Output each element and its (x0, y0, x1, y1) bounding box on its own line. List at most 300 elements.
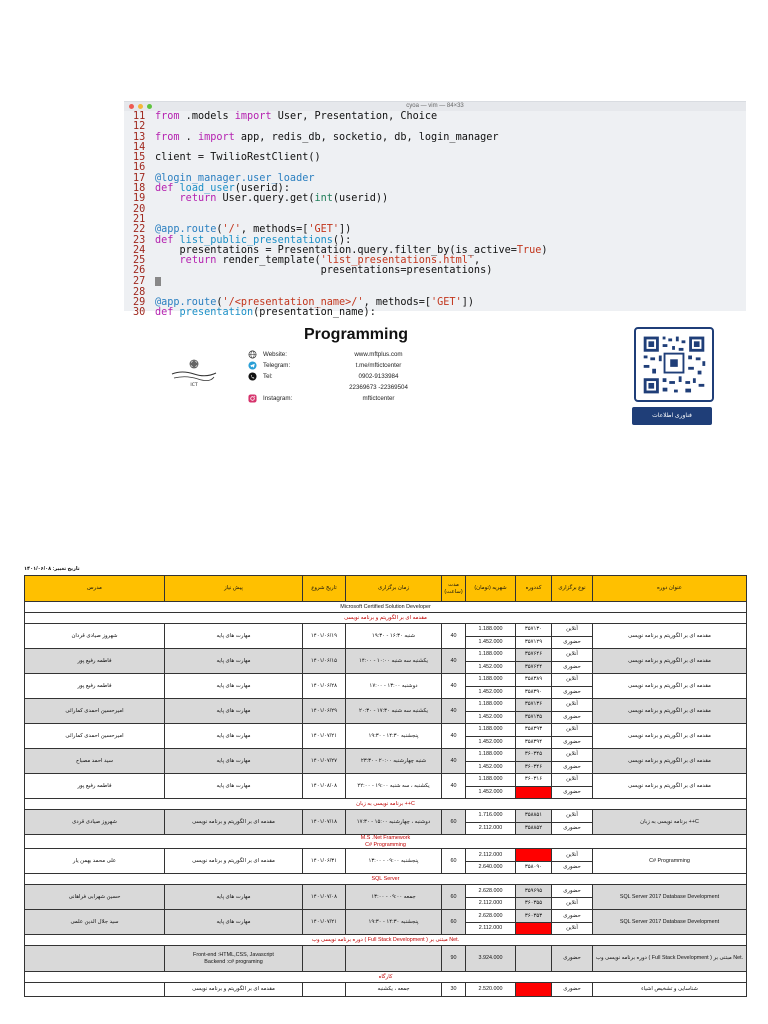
line-number: 23 (133, 234, 146, 246)
cell-code: ۳۵۸۸۵۲ (516, 822, 552, 835)
cell-type: آنلاین (552, 624, 593, 637)
section-row (25, 972, 747, 983)
col-title: عنوان دوره (593, 576, 747, 602)
cell-code: ۳۵۷۱۲۹ (516, 636, 552, 649)
line-number: 25 (133, 255, 146, 267)
cell-title: برنامه نویسی به زبان ++C (593, 810, 747, 835)
cell-teacher (25, 983, 165, 997)
institute-logo (168, 358, 220, 388)
code-token: @login_manager.user_loader (155, 172, 315, 184)
table-row (25, 724, 747, 737)
table-row (25, 983, 747, 997)
section-title: مقدمه ای بر الگوریتم و برنامه نویسی (25, 613, 747, 624)
cell-teacher: سید جلال الدین علمی (25, 910, 165, 935)
cell-code (516, 849, 552, 862)
cursor-icon (155, 277, 161, 286)
cell-code: ۳۶۰۳۴۶ (516, 761, 552, 774)
code-token: (userid): (234, 183, 290, 195)
page-title: Programming (304, 326, 409, 343)
line-number: 29 (133, 296, 146, 308)
line-number: 13 (133, 131, 146, 143)
cell-type: آنلاین (552, 649, 593, 662)
code-line (133, 266, 746, 276)
cell-type: حضوری (552, 786, 593, 799)
cell-type: آنلاین (552, 897, 593, 910)
cell-time: جمعه ، یکشنبه (346, 983, 442, 997)
cell-code (516, 946, 552, 972)
code-line (133, 133, 746, 143)
col-teacher: مدرس (25, 576, 165, 602)
line-text (155, 266, 492, 276)
cell-title: SQL Server 2017 Database Development (593, 910, 747, 935)
cell-type: حضوری (552, 861, 593, 874)
cell-type: حضوری (552, 636, 593, 649)
cell-teacher: فاطمه رفیع پور (25, 649, 165, 674)
code-lines (124, 111, 746, 318)
code-token: return (179, 255, 217, 267)
code-line (133, 308, 746, 318)
cell-hours: 40 (442, 749, 466, 774)
cell-type: حضوری (552, 736, 593, 749)
line-number: 22 (133, 224, 146, 236)
section-line: M.S .Net Framework (360, 835, 411, 841)
code-token: presentation (179, 307, 254, 319)
cell-title: مقدمه ای بر الگوریتم و برنامه نویسی (593, 699, 747, 724)
section-title: Microsoft Certified Solution Developer (25, 602, 747, 613)
code-token: int (314, 193, 333, 205)
cell-code: ۳۵۷۱۳۵ (516, 711, 552, 724)
cell-prereq: مقدمه ای بر الگوریتم و برنامه نویسی (165, 810, 303, 835)
svg-text:ICT: ICT (190, 383, 198, 388)
cell-fee: 1.452.000 (466, 686, 516, 699)
col-fee: شهریه (تومان) (466, 576, 516, 602)
table-header-row (25, 576, 747, 602)
cell-prereq: مهارت های پایه (165, 674, 303, 699)
line-number: 30 (133, 307, 146, 319)
cell-code: ۳۵۸۳۹۴ (516, 736, 552, 749)
code-token: client = TwilioRestClient() (155, 152, 321, 164)
change-date: تاریخ تغییر: ۱۴۰۱/۰۶/۰۸ (24, 566, 80, 572)
cell-fee: 1.452.000 (466, 636, 516, 649)
cell-type: حضوری (552, 711, 593, 724)
cell-type: آنلاین (552, 849, 593, 862)
cell-teacher: فاطمه رفیع پور (25, 774, 165, 799)
globe-icon (247, 350, 257, 360)
line-number: 17 (133, 172, 146, 184)
contact-value: 22369673 -22369504 (349, 384, 408, 391)
code-token: def (155, 183, 174, 195)
cell-fee: 1.188.000 (466, 749, 516, 762)
section-title: کارگاه (25, 972, 747, 983)
cell-type: حضوری (552, 946, 593, 972)
cell-prereq: مهارت های پایه (165, 910, 303, 935)
code-token: True (516, 244, 542, 256)
cell-start: ۱۴۰۱/۰۶/۱۵ (303, 649, 346, 674)
line-text (155, 153, 321, 163)
line-text (155, 277, 161, 288)
code-token: (presentation_name): (253, 307, 376, 319)
cell-fee: 2.628.000 (466, 885, 516, 898)
cell-type: آنلاین (552, 810, 593, 823)
code-editor-window (124, 101, 746, 319)
contact-row (247, 349, 436, 360)
cell-fee: 2.112.000 (466, 849, 516, 862)
cell-start (303, 946, 346, 972)
cell-teacher: فاطمه رفیع پور (25, 674, 165, 699)
cell-hours: 40 (442, 674, 466, 699)
cell-type: حضوری (552, 661, 593, 674)
cell-type: آنلاین (552, 699, 593, 712)
cell-teacher: علی محمد بهمن یار (25, 849, 165, 874)
cell-code: ۳۵۷۶۴۴ (516, 661, 552, 674)
cell-fee: 1.452.000 (466, 761, 516, 774)
cell-title: شناسایی و تشخیص اشیاء (593, 983, 747, 997)
code-token (155, 193, 180, 204)
code-token: '/' (222, 224, 241, 236)
line-number: 14 (133, 141, 146, 153)
cell-title: مقدمه ای بر الگوریتم و برنامه نویسی (593, 774, 747, 799)
cell-code: ۳۶۰۳۴۵ (516, 749, 552, 762)
cell-title: C# Programming (593, 849, 747, 874)
cell-type: حضوری (552, 686, 593, 699)
cell-fee: 1.188.000 (466, 624, 516, 637)
cell-fee: 3.924.000 (466, 946, 516, 972)
instagram-icon (247, 394, 257, 404)
code-token: presentations = Presentation.query.filter_by(is_active= (155, 244, 517, 256)
cell-start: ۱۴۰۱/۰۶/۳۱ (303, 849, 346, 874)
code-token: , (473, 255, 481, 267)
code-token: import (197, 131, 235, 143)
cell-time: پنجشنبه ۱۴:۳۰ - ۱۹:۳۰ (346, 910, 442, 935)
code-token: load_user (179, 183, 235, 195)
cell-time (346, 946, 442, 972)
contact-value: www.mftplus.com (354, 351, 403, 358)
cell-fee: 2.628.000 (466, 910, 516, 923)
table-row (25, 749, 747, 762)
contact-label: Instagram: (263, 395, 293, 402)
phone-icon (247, 372, 257, 382)
cell-hours: 60 (442, 849, 466, 874)
code-token: User.query.get( (216, 193, 315, 205)
code-token: def (155, 234, 174, 246)
cell-prereq: مقدمه ای بر الگوریتم و برنامه نویسی (165, 849, 303, 874)
prereq-line: Backend :c# programing (204, 958, 263, 965)
cell-start: ۱۴۰۱/۰۸/۰۸ (303, 774, 346, 799)
cell-time: جمعه ۰۹:۰۰ - ۱۳:۰۰ (346, 885, 442, 910)
telegram-icon (247, 361, 257, 371)
cell-teacher: شهروز صیادی قردان (25, 624, 165, 649)
cell-prereq: مهارت های پایه (165, 749, 303, 774)
cell-title: دوره برنامه نویسی وب ( Full Stack Development ) مبتنی بر Net. (593, 946, 747, 972)
code-token: ( (216, 224, 223, 236)
schedule-table (24, 575, 747, 997)
cell-code: ۳۵۸۰۹۰ (516, 861, 552, 874)
section-title (25, 835, 747, 849)
section-row (25, 935, 747, 946)
code-token: ]) (461, 296, 474, 308)
cell-start: ۱۴۰۱/۰۶/۱۹ (303, 624, 346, 649)
code-token: app, redis_db, socketio, db, login_manager (234, 131, 499, 143)
line-text (155, 112, 437, 122)
contact-label: Tel: (263, 373, 273, 380)
table-row (25, 885, 747, 898)
col-time: زمان برگزاری (346, 576, 442, 602)
cell-code: ۳۵۸۸۵۱ (516, 810, 552, 823)
table-row (25, 624, 747, 637)
cell-time: شنبه ۱۶:۳۰ - ۱۹:۳۰ (346, 624, 442, 649)
cell-title: مقدمه ای بر الگوریتم و برنامه نویسی (593, 624, 747, 649)
code-token: presentations=presentations) (155, 265, 493, 277)
cell-prereq: مهارت های پایه (165, 624, 303, 649)
cell-start: ۱۴۰۱/۰۶/۲۹ (303, 699, 346, 724)
code-token: import (234, 111, 272, 122)
table-row (25, 674, 747, 687)
cell-hours: 40 (442, 649, 466, 674)
cell-code: ۳۵۸۳۹۰ (516, 686, 552, 699)
cell-type: حضوری (552, 761, 593, 774)
cell-type: آنلاین (552, 774, 593, 787)
line-number: 27 (133, 275, 146, 287)
cell-hours: 40 (442, 774, 466, 799)
cell-type: آنلاین (552, 674, 593, 687)
line-number: 28 (133, 286, 146, 298)
contact-value: 0902-9133984 (358, 373, 399, 380)
section-row (25, 613, 747, 624)
contact-value: mftictcenter (362, 395, 395, 402)
contact-row (247, 360, 436, 371)
line-text (155, 194, 388, 204)
cell-code: ۳۶۰۳۵۳ (516, 910, 552, 923)
cell-fee: 1.452.000 (466, 786, 516, 799)
code-token: . (179, 131, 198, 143)
cell-code: ۳۵۷۶۴۶ (516, 649, 552, 662)
contact-row (247, 382, 436, 393)
line-text (155, 308, 376, 318)
window-titlebar (124, 102, 746, 111)
cell-type: آنلاین (552, 724, 593, 737)
cell-teacher: سید احمد مصباح (25, 749, 165, 774)
cell-time: یکشنبه ، سه شنبه ۱۹:۰۰ - ۲۲:۰۰ (346, 774, 442, 799)
cell-teacher: شهروز صیادی قردی (25, 810, 165, 835)
code-token: ) (541, 244, 548, 256)
cell-code: ۳۵۸۳۹۳ (516, 724, 552, 737)
cell-teacher: امیرحسین احمدی کمارائی (25, 724, 165, 749)
cell-prereq: مقدمه ای بر الگوریتم و برنامه نویسی (165, 983, 303, 997)
cell-code: ۳۵۹۶۹۵ (516, 885, 552, 898)
cell-title: SQL Server 2017 Database Development (593, 885, 747, 910)
section-title: برنامه نویسی به زبان ++C (25, 799, 747, 810)
code-token: .models (179, 111, 235, 122)
cell-prereq: مهارت های پایه (165, 699, 303, 724)
cell-time: دوشنبه ، چهارشنبه ۱۵:۰۰ - ۱۷:۳۰ (346, 810, 442, 835)
contact-row (247, 371, 436, 382)
prereq-line: Front-end :HTML,CSS, Javascript (193, 952, 274, 959)
code-token: 'GET' (308, 224, 340, 236)
table-row (25, 946, 747, 972)
cell-code: ۳۵۸۳۸۹ (516, 674, 552, 687)
cell-fee: 2.112.000 (466, 822, 516, 835)
section-row (25, 602, 747, 613)
cell-hours: 60 (442, 810, 466, 835)
code-token: render_template( (216, 255, 321, 267)
cell-hours: 30 (442, 983, 466, 997)
section-row (25, 799, 747, 810)
cell-hours: 40 (442, 699, 466, 724)
section-line: C# Programming (365, 841, 406, 848)
code-token: @app.route (155, 296, 217, 308)
line-number: 19 (133, 193, 146, 205)
cell-title: مقدمه ای بر الگوریتم و برنامه نویسی (593, 724, 747, 749)
line-number: 12 (133, 121, 146, 133)
col-type: نوع برگزاری (552, 576, 593, 602)
cell-teacher (25, 946, 165, 972)
col-prereq: پیش نیاز (165, 576, 303, 602)
cell-type: حضوری (552, 983, 593, 997)
code-token: 'GET' (431, 296, 462, 308)
cell-code: ۳۵۷۱۳۶ (516, 699, 552, 712)
cell-teacher: امیرحسین احمدی کمارائی (25, 699, 165, 724)
code-token: (userid)) (332, 193, 389, 205)
cell-title: مقدمه ای بر الگوریتم و برنامه نویسی (593, 674, 747, 699)
code-token: 'list_presentations.html' (320, 255, 474, 267)
code-line (133, 153, 746, 163)
section-title: دوره برنامه نویسی وب ( Full Stack Development ) مبتنی بر Net. (25, 935, 747, 946)
cell-code (516, 922, 552, 935)
cell-code (516, 983, 552, 997)
contact-label: Website: (263, 351, 287, 358)
cell-prereq (165, 946, 303, 972)
code-line (133, 194, 746, 204)
table-row (25, 849, 747, 862)
cell-fee: 2.112.000 (466, 922, 516, 935)
code-token: , methods=[ (363, 296, 432, 308)
cell-code: ۳۵۷۱۳۰ (516, 624, 552, 637)
cell-start: ۱۴۰۱/۰۷/۲۷ (303, 749, 346, 774)
cell-prereq: مهارت های پایه (165, 724, 303, 749)
table-row (25, 910, 747, 923)
cell-type: حضوری (552, 885, 593, 898)
cell-hours: 60 (442, 910, 466, 935)
code-token: from (155, 131, 180, 143)
cell-hours: 40 (442, 624, 466, 649)
code-line (133, 277, 746, 288)
cell-start: ۱۴۰۱/۰۷/۲۱ (303, 724, 346, 749)
col-code: کددوره (516, 576, 552, 602)
code-token: ( (216, 296, 223, 308)
cell-fee: 2.112.000 (466, 897, 516, 910)
code-token: list_public_presentations (179, 234, 333, 246)
cell-title: مقدمه ای بر الگوریتم و برنامه نویسی (593, 749, 747, 774)
code-token: from (155, 111, 180, 122)
code-token: return (179, 193, 217, 205)
section-row (25, 835, 747, 849)
code-line (133, 112, 746, 122)
cell-fee: 1.188.000 (466, 724, 516, 737)
cell-code (516, 786, 552, 799)
code-token: , methods=[ (240, 224, 309, 236)
blank-icon (247, 383, 257, 393)
line-number: 26 (133, 265, 146, 277)
cell-start: ۱۴۰۱/۰۷/۲۱ (303, 910, 346, 935)
cell-code: ۳۶۰۳۱۶ (516, 774, 552, 787)
cell-hours: 60 (442, 885, 466, 910)
cell-prereq: مهارت های پایه (165, 885, 303, 910)
cell-teacher: حسین شهرابی فراهانی (25, 885, 165, 910)
cell-fee: 2.640.000 (466, 861, 516, 874)
cell-fee: 1.188.000 (466, 649, 516, 662)
line-number: 15 (133, 152, 146, 164)
cell-time: یکشنبه سه شنبه ۱۷:۳۰ - ۲۰:۳۰ (346, 699, 442, 724)
table-row (25, 810, 747, 823)
line-number: 16 (133, 162, 146, 174)
code-token: User, Presentation, Choice (271, 111, 438, 122)
cell-type: آنلاین (552, 749, 593, 762)
code-token: @app.route (155, 224, 217, 236)
col-hours: مدت (ساعت) (442, 576, 466, 602)
code-line (133, 205, 746, 215)
cell-start (303, 983, 346, 997)
cell-title: مقدمه ای بر الگوریتم و برنامه نویسی (593, 649, 747, 674)
table-row (25, 649, 747, 662)
col-start: تاریخ شروع (303, 576, 346, 602)
cell-time: دوشنبه ۱۳:۰۰ - ۱۷:۰۰ (346, 674, 442, 699)
code-token: '/<presentation_name>/' (222, 296, 364, 308)
cell-start: ۱۴۰۱/۰۷/۱۸ (303, 810, 346, 835)
code-token: ]) (339, 224, 352, 236)
contact-list (247, 349, 436, 404)
cell-type: آنلاین (552, 922, 593, 935)
contact-row (247, 393, 436, 404)
cell-time: پنجشنبه ۰۹:۰۰ - ۱۳:۰۰ (346, 849, 442, 874)
code-token: (): (332, 234, 352, 246)
cell-fee: 1.452.000 (466, 711, 516, 724)
cell-type: حضوری (552, 822, 593, 835)
line-number: 20 (133, 203, 146, 215)
contact-label: Telegram: (263, 362, 291, 369)
table-row (25, 699, 747, 712)
cell-start: ۱۴۰۱/۰۷/۰۸ (303, 885, 346, 910)
cell-time: شنبه چهارشنبه ۲۰:۰۰ - ۲۳:۳۰ (346, 749, 442, 774)
cell-code: ۳۶۰۳۵۵ (516, 897, 552, 910)
cell-fee: 1.452.000 (466, 736, 516, 749)
code-token: def (155, 307, 174, 319)
cell-hours: 90 (442, 946, 466, 972)
cell-prereq: مهارت های پایه (165, 649, 303, 674)
section-title: SQL Server (25, 874, 747, 885)
section-row (25, 874, 747, 885)
window-title: cyoa — vim — 84×33 (406, 103, 464, 109)
cell-time: پنجشنبه ۱۴:۳۰ - ۱۹:۳۰ (346, 724, 442, 749)
line-number: 21 (133, 213, 146, 225)
cell-fee: 1.188.000 (466, 774, 516, 787)
cell-fee: 1.452.000 (466, 661, 516, 674)
cell-type: حضوری (552, 910, 593, 923)
table-row (25, 774, 747, 787)
contact-value: t.me/mftictcenter (355, 362, 402, 369)
qr-code-icon[interactable] (634, 327, 714, 402)
cell-fee: 2.520.000 (466, 983, 516, 997)
cell-fee: 1.188.000 (466, 699, 516, 712)
qr-info-button[interactable]: فناوری اطلاعات (632, 407, 712, 425)
cell-start: ۱۴۰۱/۰۶/۲۸ (303, 674, 346, 699)
line-text (155, 133, 499, 143)
cell-fee: 1.716.000 (466, 810, 516, 823)
cell-fee: 1.188.000 (466, 674, 516, 687)
cell-prereq: مهارت های پایه (165, 774, 303, 799)
cell-time: یکشنبه سه شنبه ۱۰:۰۰ - ۱۴:۰۰ (346, 649, 442, 674)
line-number: 24 (133, 244, 146, 256)
cell-hours: 40 (442, 724, 466, 749)
